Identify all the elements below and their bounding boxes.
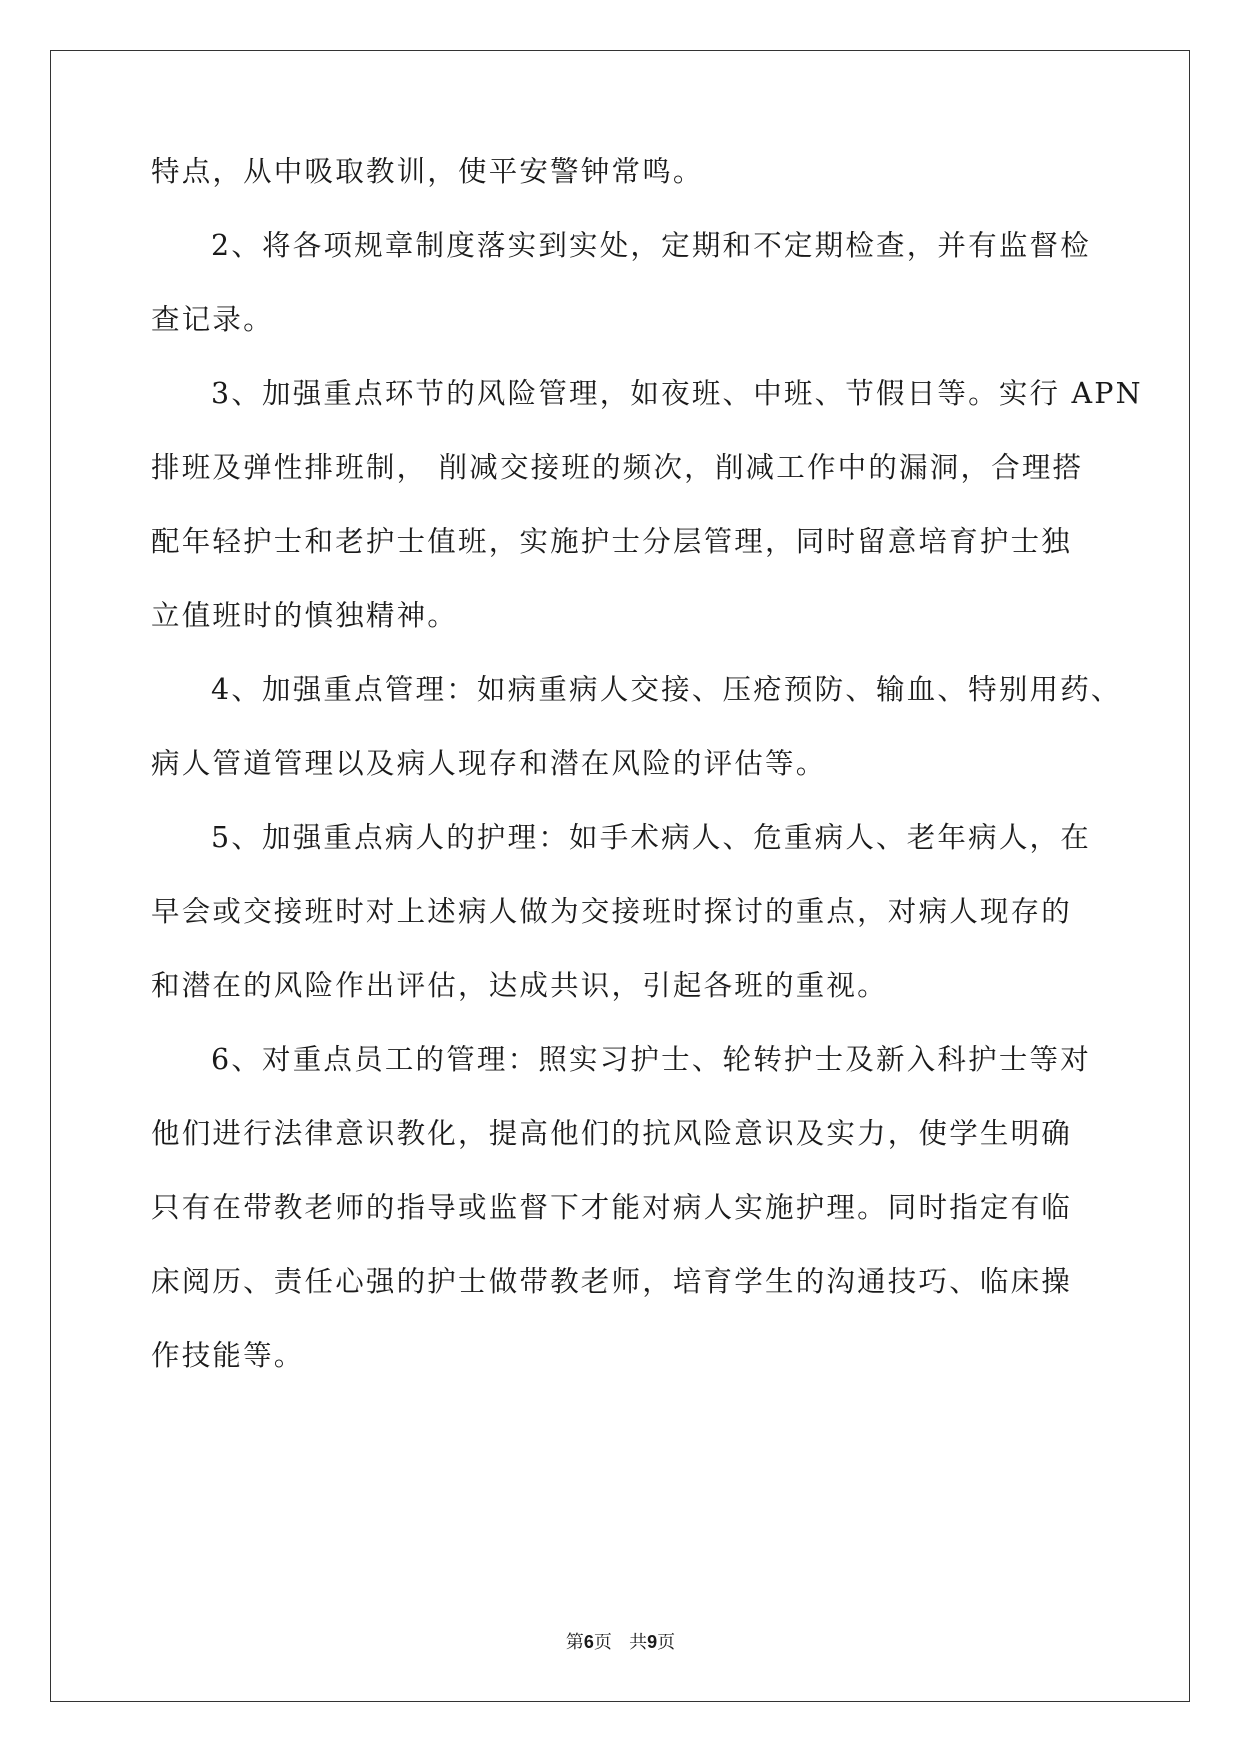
paragraph-line: 早会或交接班时对上述病人做为交接班时探讨的重点，对病人现存的 [151,895,1073,928]
paragraph-line: 5、加强重点病人的护理：如手术病人、危重病人、老年病人，在 [211,821,1091,854]
paragraph-line: 4、加强重点管理：如病重病人交接、压疮预防、输血、特别用药、 [211,673,1122,706]
paragraph-line: 和潜在的风险作出评估，达成共识，引起各班的重视。 [151,969,888,1002]
paragraph-line: 查记录。 [151,303,274,336]
page-border [50,50,1190,1702]
paragraph-line: 排班及弹性排班制， 削减交接班的频次，削减工作中的漏洞，合理搭 [151,451,1084,484]
paragraph-line: 只有在带教老师的指导或监督下才能对病人实施护理。同时指定有临 [151,1191,1073,1224]
page-suffix: 页 [593,1632,612,1653]
page-footer [0,1630,1241,1655]
total-prefix: 共 [629,1632,648,1653]
paragraph-line: 配年轻护士和老护士值班，实施护士分层管理，同时留意培育护士独 [151,525,1073,558]
paragraph-line: 3、加强重点环节的风险管理，如夜班、中班、节假日等。实行 APN [211,377,1143,410]
paragraph-line: 作技能等。 [151,1339,305,1372]
paragraph-line: 特点，从中吸取教训，使平安警钟常鸣。 [151,155,704,188]
page-current: 6 [583,1632,594,1652]
paragraph-line: 立值班时的慎独精神。 [151,599,459,632]
page-prefix: 第 [565,1632,584,1653]
total-suffix: 页 [657,1632,676,1653]
page-total: 9 [647,1632,658,1652]
paragraph-line: 2、将各项规章制度落实到实处，定期和不定期检查，并有监督检 [211,229,1091,262]
paragraph-line: 床阅历、责任心强的护士做带教老师，培育学生的沟通技巧、临床操 [151,1265,1073,1298]
paragraph-line: 6、对重点员工的管理：照实习护士、轮转护士及新入科护士等对 [211,1043,1091,1076]
paragraph-line: 他们进行法律意识教化，提高他们的抗风险意识及实力，使学生明确 [151,1117,1073,1150]
paragraph-line: 病人管道管理以及病人现存和潜在风险的评估等。 [151,747,827,780]
